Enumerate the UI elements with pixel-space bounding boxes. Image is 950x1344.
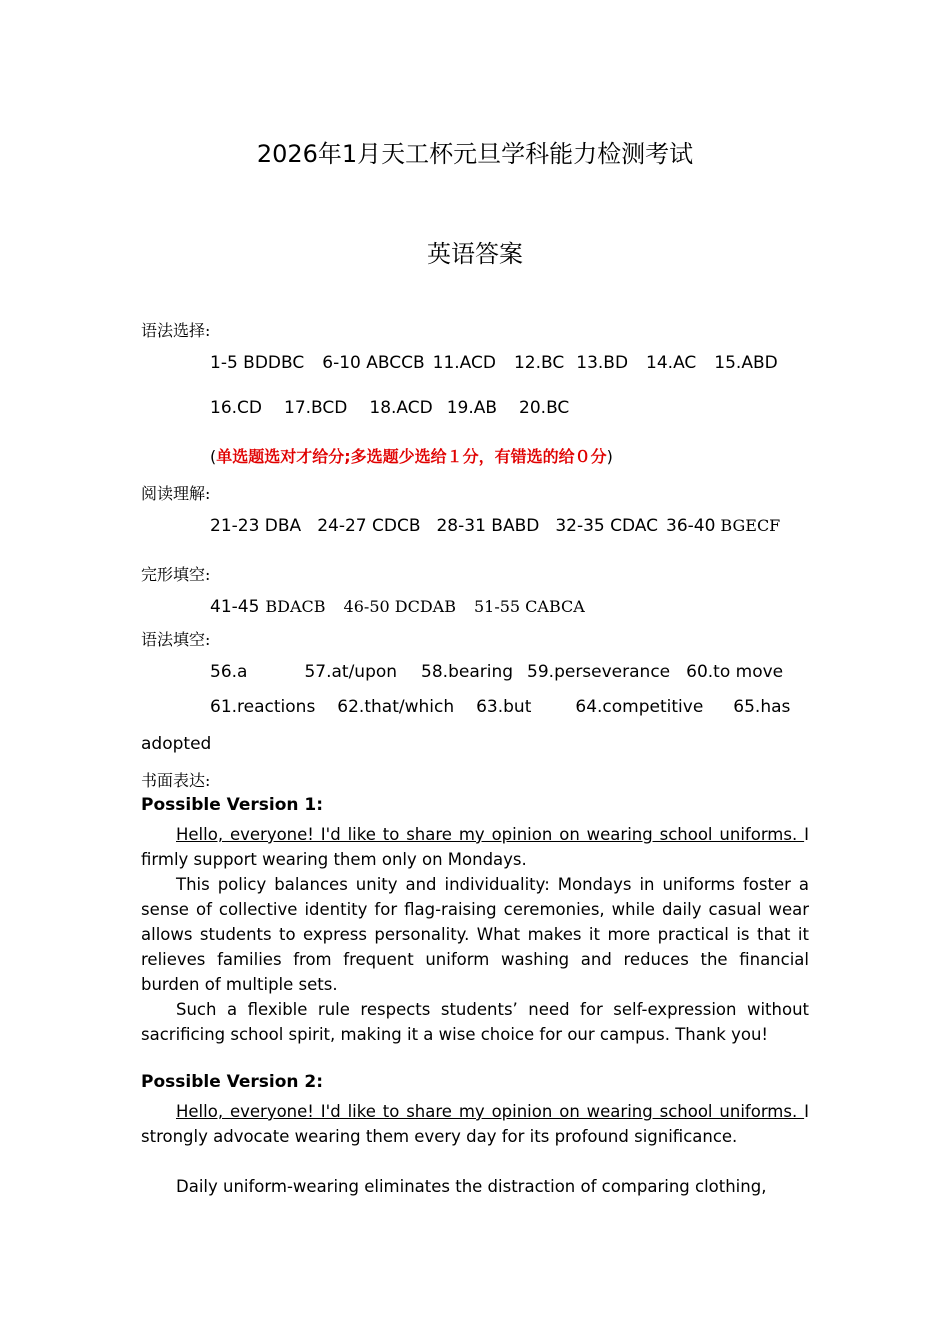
answer-item: BDACB bbox=[265, 597, 326, 616]
version-1-paragraph-2: This policy balances unity and individuality: Mondays in uniforms foster a sense of collective identity for flag-raising ceremonies, while daily casual wear allows students to express personality. What makes it more practical is that it relieves families from frequent uniform washing and reduces the financial burden of multiple sets. bbox=[141, 875, 809, 994]
version-1-paragraph-3: Such a flexible rule respects students’ need for self-expression without sacrificing school spirit, making it a wise choice for our campus. Thank you! bbox=[141, 1000, 809, 1044]
answer-row bbox=[210, 697, 790, 717]
answer-item: 61.reactions bbox=[210, 697, 316, 717]
section-label-writing: 书面表达: bbox=[141, 771, 211, 790]
answer-item: 63.but bbox=[476, 697, 532, 717]
answer-item: 60.to move bbox=[686, 662, 784, 682]
answer-row bbox=[210, 662, 783, 682]
answer-item: 13.BD bbox=[576, 353, 629, 373]
answer-item: 6-10 ABCCB bbox=[322, 353, 425, 373]
answer-row bbox=[210, 353, 778, 373]
answer-row bbox=[210, 597, 585, 617]
answer-item: 65.has bbox=[733, 697, 791, 717]
answer-row bbox=[210, 398, 569, 418]
answer-item: 64.competitive bbox=[575, 697, 704, 717]
answer-item: 32-35 CDAC bbox=[555, 516, 659, 536]
page-subtitle: 英语答案 bbox=[427, 240, 523, 268]
answer-item: 1-5 BDDBC bbox=[210, 353, 305, 373]
version-2-title: Possible Version 2: bbox=[141, 1072, 324, 1092]
answer-item: 21-23 DBA bbox=[210, 516, 302, 536]
answer-item: 56.a bbox=[210, 662, 248, 682]
answer-item: 59.perseverance bbox=[527, 662, 671, 682]
answer-item: 15.ABD bbox=[714, 353, 778, 373]
section-label-grammar-choice: 语法选择: bbox=[141, 321, 211, 340]
answer-item: 12.BC bbox=[513, 353, 565, 373]
page-title: 2026年1月天工杯元旦学科能力检测考试 bbox=[256, 140, 694, 168]
answer-item: 17.BCD bbox=[284, 398, 348, 418]
answer-item: 58.bearing bbox=[421, 662, 514, 682]
answer-item: 16.CD bbox=[210, 398, 262, 418]
scoring-note-text: 单选题选对才给分;多选题少选给１分，有错选的给０分 bbox=[216, 447, 607, 466]
answer-item: 19.AB bbox=[446, 398, 498, 418]
answer-item: 51-55 CABCA bbox=[473, 597, 585, 616]
section-label-reading: 阅读理解: bbox=[141, 484, 211, 503]
version-2-paragraph-1: Hello, everyone! I'd like to share my opinion on wearing school uniforms. I strongly advocate wearing them every day for its profound significance. bbox=[141, 1102, 809, 1146]
answer-item: adopted bbox=[141, 734, 212, 754]
answer-item: 11.ACD bbox=[432, 353, 496, 373]
answer-item: 18.ACD bbox=[369, 398, 433, 418]
answer-item: 62.that/which bbox=[337, 697, 455, 717]
answer-row bbox=[210, 516, 780, 536]
version-2-paragraph-2: Daily uniform-wearing eliminates the distraction of comparing clothing, bbox=[176, 1177, 767, 1196]
version-1-title: Possible Version 1: bbox=[141, 795, 324, 815]
answer-item: 14.AC bbox=[646, 353, 697, 373]
answer-item: 28-31 BABD bbox=[436, 516, 540, 536]
answer-item: 20.BC bbox=[519, 398, 570, 418]
answer-item: 41-45 bbox=[210, 597, 260, 617]
answer-item: 24-27 CDCB bbox=[317, 516, 421, 536]
section-label-grammar-fill: 语法填空: bbox=[141, 630, 211, 649]
answer-item: 46-50 DCDAB bbox=[343, 597, 456, 616]
answer-item: 36-40 bbox=[666, 516, 716, 536]
scoring-note: (单选题选对才给分;多选题少选给１分，有错选的给０分) bbox=[210, 447, 613, 466]
answer-item: 57.at/upon bbox=[304, 662, 398, 682]
section-label-cloze: 完形填空: bbox=[141, 565, 211, 584]
version-1-paragraph-1: Hello, everyone! I'd like to share my opinion on wearing school uniforms. I firmly support wearing them only on Mondays. bbox=[141, 825, 809, 869]
answer-item: BGECF bbox=[720, 516, 781, 535]
